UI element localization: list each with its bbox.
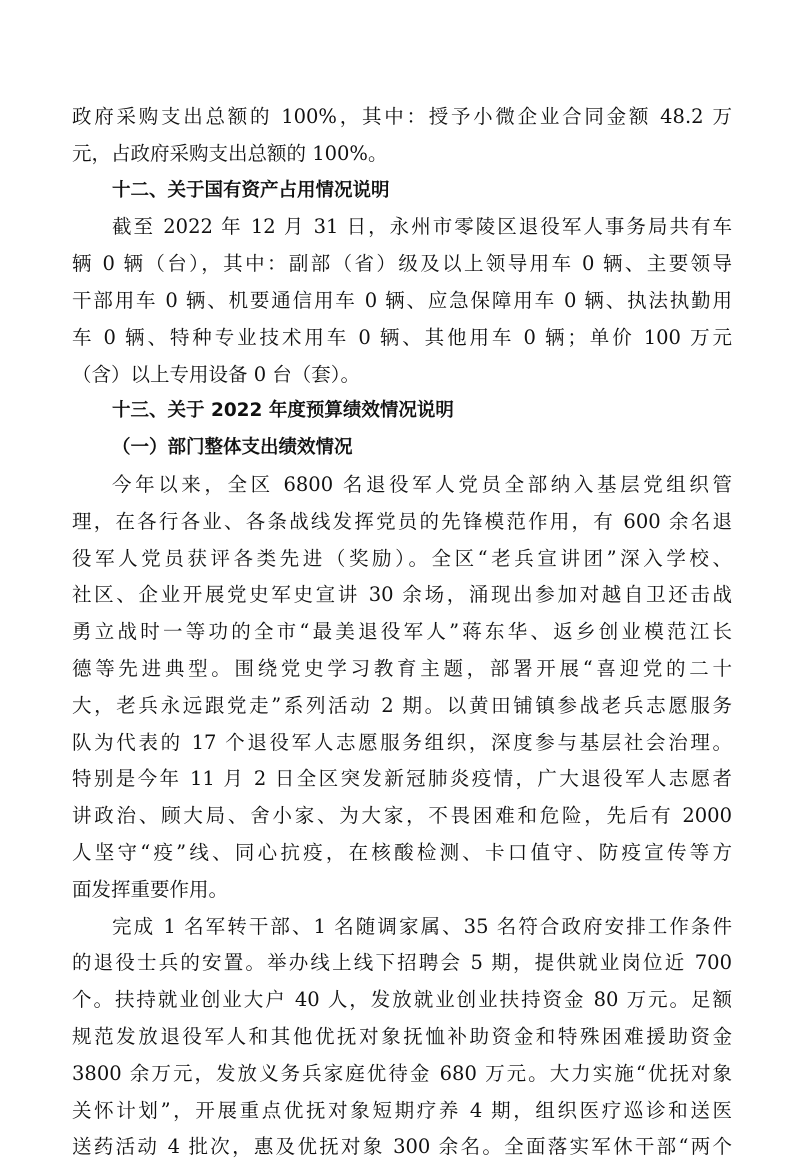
- text-line: 3800 余万元，发放义务兵家庭优待金 680 万元。大力实施“优抚对象: [72, 1061, 732, 1085]
- text-line: 车 0 辆、特种专业技术用车 0 辆、其他用车 0 辆；单价 100 万元: [72, 325, 732, 349]
- text-line: 关怀计划”，开展重点优抚对象短期疗养 4 期，组织医疗巡诊和送医: [72, 1098, 732, 1122]
- section-heading: 十二、关于国有资产占用情况说明: [112, 179, 390, 201]
- text-line: 元，占政府采购支出总额的 100%。: [72, 141, 388, 165]
- text-line: （含）以上专用设备 0 台（套）。: [72, 362, 361, 386]
- text-line: 队为代表的 17 个退役军人志愿服务组织，深度参与基层社会治理。: [72, 730, 732, 754]
- text-line: 的退役士兵的安置。举办线上线下招聘会 5 期，提供就业岗位近 700: [72, 951, 732, 975]
- text-line: 个。扶持就业创业大户 40 人，发放就业创业扶持资金 80 万元。足额: [72, 988, 732, 1012]
- text-line: 人坚守“疫”线、同心抗疫，在核酸检测、卡口值守、防疫宣传等方: [72, 840, 732, 864]
- text-line: 面发挥重要作用。: [72, 877, 229, 901]
- document-page: [72, 99, 732, 1166]
- paragraph-first-line: 完成 1 名军转干部、1 名随调家属、35 名符合政府安排工作条件: [112, 914, 732, 938]
- text-line: 送药活动 4 批次，惠及优抚对象 300 余名。全面落实军休干部“两个: [72, 1135, 732, 1159]
- text-line: 政府采购支出总额的 100%，其中：授予小微企业合同金额 48.2 万: [72, 105, 732, 128]
- text-line: 讲政治、顾大局、舍小家、为大家，不畏困难和危险，先后有 2000: [72, 804, 732, 828]
- text-line: 规范发放退役军人和其他优抚对象抚恤补助资金和特殊困难援助资金: [72, 1024, 732, 1048]
- text-line: 役军人党员获评各类先进（奖励）。全区“老兵宣讲团”深入学校、: [72, 546, 732, 570]
- subsection-heading: （一）部门整体支出绩效情况: [112, 437, 353, 459]
- text-line: 特别是今年 11 月 2 日全区突发新冠肺炎疫情，广大退役军人志愿者: [72, 767, 732, 791]
- text-line: 辆 0 辆（台），其中：副部（省）级及以上领导用车 0 辆、主要领导: [72, 252, 732, 276]
- text-line: 理，在各行各业、各条战线发挥党员的先锋模范作用，有 600 余名退: [72, 509, 732, 533]
- paragraph-first-line: 今年以来，全区 6800 名退役军人党员全部纳入基层党组织管: [112, 472, 732, 496]
- section-heading: 十三、关于 2022 年度预算绩效情况说明: [112, 400, 454, 422]
- text-line: 大，老兵永远跟党走”系列活动 2 期。以黄田铺镇参战老兵志愿服务: [72, 693, 732, 717]
- text-line: 德等先进典型。围绕党史学习教育主题，部署开展“喜迎党的二十: [72, 656, 732, 680]
- text-line: 干部用车 0 辆、机要通信用车 0 辆、应急保障用车 0 辆、执法执勤用: [72, 288, 732, 312]
- text-line: 勇立战时一等功的全市“最美退役军人”蒋东华、返乡创业模范江长: [72, 620, 732, 644]
- text-line: 社区、企业开展党史军史宣讲 30 余场，涌现出参加对越自卫还击战: [72, 583, 732, 607]
- paragraph-first-line: 截至 2022 年 12 月 31 日，永州市零陵区退役军人事务局共有车: [112, 215, 732, 239]
